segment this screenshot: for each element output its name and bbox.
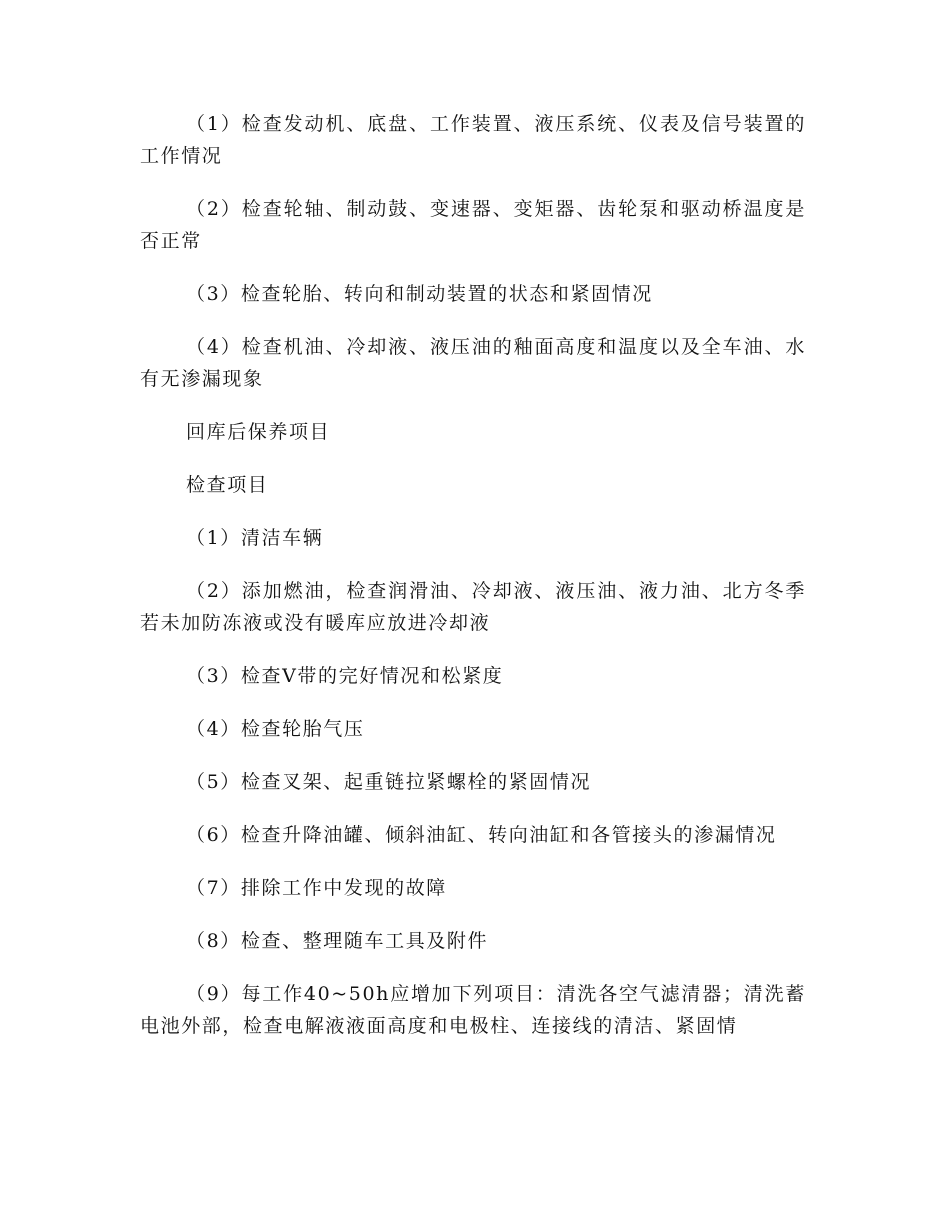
- document-body: [140, 108, 806, 1063]
- section-heading-inspection-items: 检查项目: [186, 474, 269, 496]
- paragraph-add-fuel: （2）添加燃油，检查润滑油、冷却液、液压油、液力油、北方冬季若未加防冻液或没有暖库应放进冷却液: [140, 580, 806, 634]
- paragraph-check-tires-steering: （3）检查轮胎、转向和制动装置的状态和紧固情况: [186, 283, 653, 305]
- paragraph-check-axle-temperature: （2）检查轮轴、制动鼓、变速器、变矩器、齿轮泵和驱动桥温度是否正常: [140, 198, 806, 252]
- paragraph-check-oil-leaks: （4）检查机油、冷却液、液压油的釉面高度和温度以及全车油、水有无渗漏现象: [140, 336, 806, 390]
- paragraph-check-engine: （1）检查发动机、底盘、工作装置、液压系统、仪表及信号装置的工作情况: [140, 113, 806, 167]
- paragraph-check-cylinder-leaks: （6）检查升降油罐、倾斜油缸、转向油缸和各管接头的渗漏情况: [186, 824, 777, 846]
- paragraph-clean-vehicle: （1）清洁车辆: [186, 527, 324, 549]
- paragraph-check-fork-bolts: （5）检查叉架、起重链拉紧螺栓的紧固情况: [186, 771, 592, 793]
- section-heading-post-return-maintenance: 回库后保养项目: [186, 421, 331, 443]
- paragraph-check-v-belt: （3）检查V带的完好情况和松紧度: [186, 665, 504, 687]
- paragraph-periodic-items: （9）每工作40~50h应增加下列项目：清洗各空气滤清器；清洗蓄电池外部，检查电解液液面高度和电极柱、连接线的清洁、紧固情: [140, 983, 806, 1037]
- paragraph-check-tire-pressure: （4）检查轮胎气压: [186, 718, 365, 740]
- paragraph-organize-tools: （8）检查、整理随车工具及附件: [186, 930, 489, 952]
- paragraph-fix-faults: （7）排除工作中发现的故障: [186, 877, 447, 899]
